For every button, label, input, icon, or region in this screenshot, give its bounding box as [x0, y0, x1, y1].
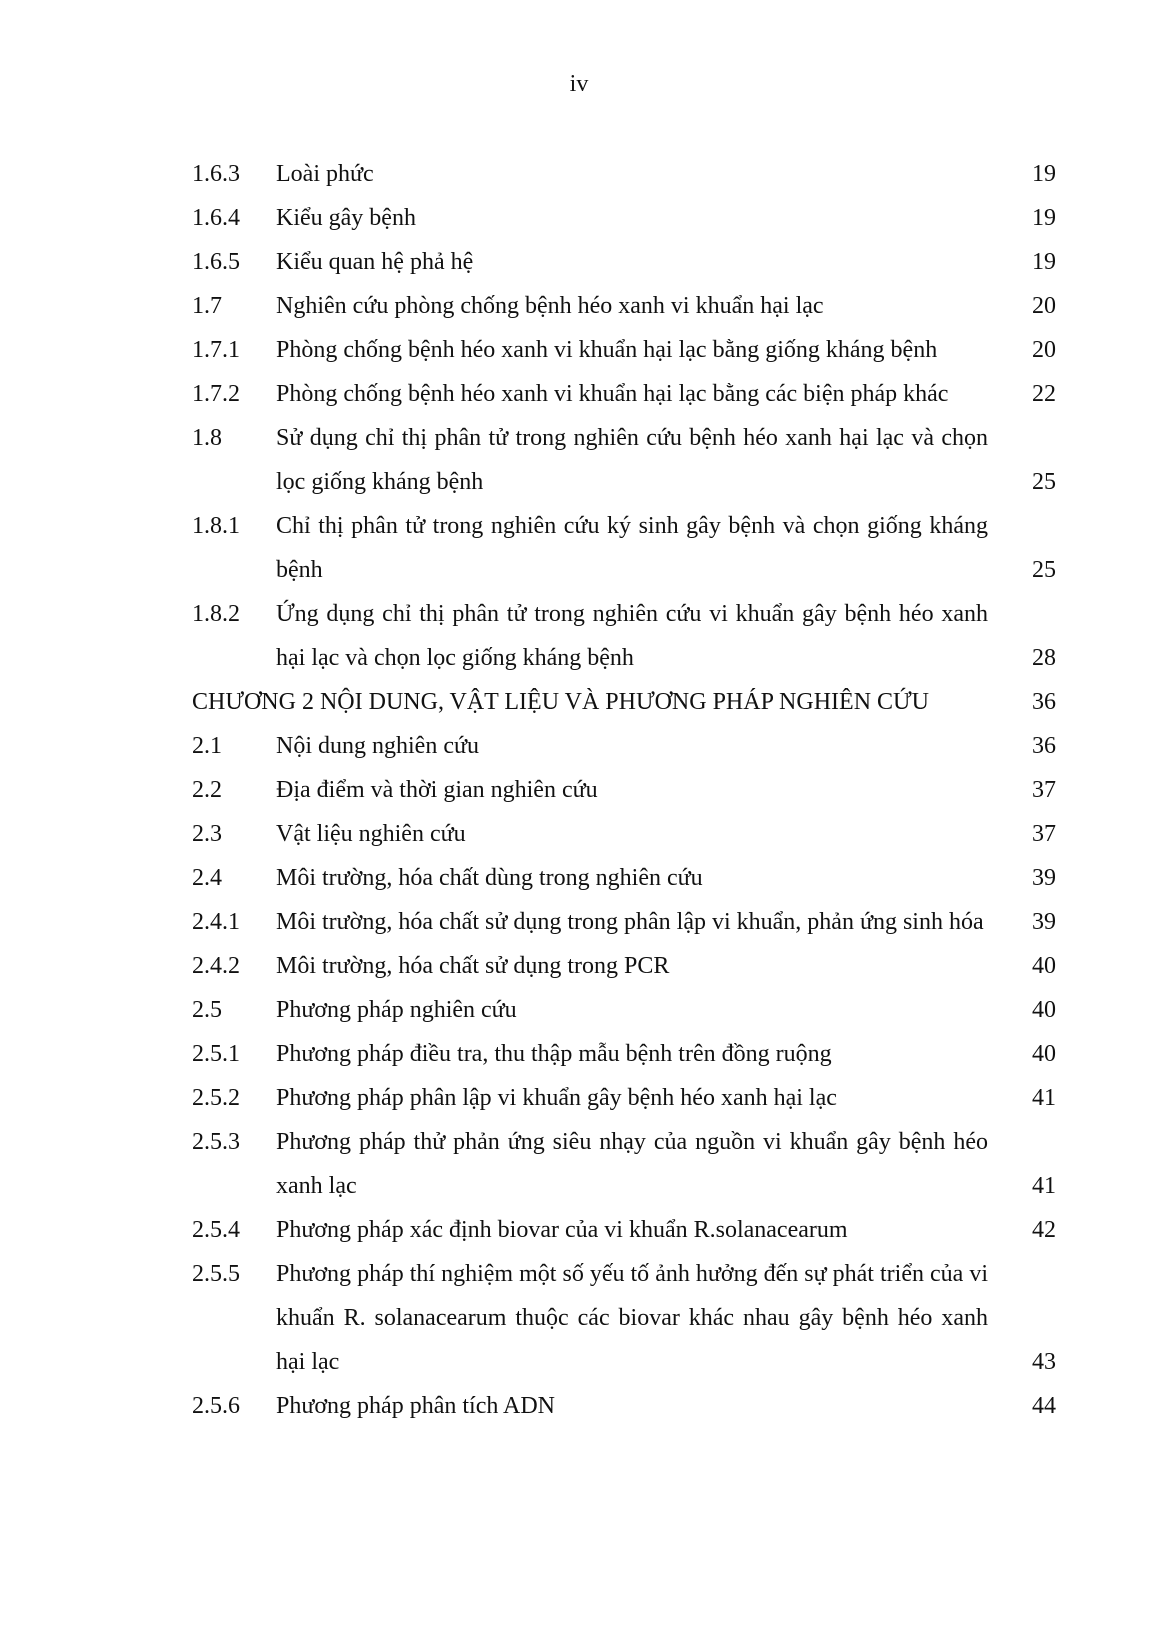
toc-entry-page: 41	[1032, 1085, 1056, 1111]
toc-entry-page: 19	[1032, 249, 1056, 275]
toc-entry-title: Phương pháp phân tích ADN	[276, 1393, 556, 1419]
toc-entry	[192, 768, 1056, 812]
toc-entry	[192, 812, 1056, 856]
toc-entry-page: 28	[1032, 645, 1056, 671]
toc-entry-number: 2.2	[192, 777, 222, 803]
toc-entry-number: 2.5.5	[192, 1261, 240, 1287]
toc-entry-page: 36	[1032, 733, 1056, 759]
toc-entry-page: 41	[1032, 1173, 1056, 1199]
toc-entry-title: CHƯƠNG 2 NỘI DUNG, VẬT LIỆU VÀ PHƯƠNG PHÁP NGHIÊN CỨU	[192, 689, 929, 715]
toc-entry-number: 1.7.2	[192, 381, 240, 407]
toc-entry-title: Môi trường, hóa chất dùng trong nghiên cứu	[276, 865, 703, 891]
toc-entry	[192, 1032, 1056, 1076]
table-of-contents	[192, 152, 1056, 1428]
toc-entry-page: 36	[1032, 689, 1056, 715]
toc-entry-page: 40	[1032, 1041, 1056, 1067]
toc-entry	[192, 1384, 1056, 1428]
toc-entry-number: 1.8.2	[192, 601, 240, 627]
toc-entry	[192, 1120, 1056, 1208]
toc-entry-title: Ứng dụng chỉ thị phân tử trong nghiên cứu vi khuẩn gây bệnh héo xanh hại lạc và chọn lọc giống kháng bệnh	[276, 601, 988, 671]
toc-entry-title: Phương pháp nghiên cứu	[276, 997, 517, 1023]
toc-entry	[192, 152, 1056, 196]
toc-entry-title: Chỉ thị phân tử trong nghiên cứu ký sinh gây bệnh và chọn giống kháng bệnh	[276, 513, 988, 583]
toc-entry-page: 20	[1032, 293, 1056, 319]
toc-entry-title: Phương pháp xác định biovar của vi khuẩn R.solanacearum	[276, 1217, 848, 1243]
toc-entry-number: 1.6.4	[192, 205, 240, 231]
toc-entry-number: 2.5.3	[192, 1129, 240, 1155]
toc-entry-title: Địa điểm và thời gian nghiên cứu	[276, 777, 598, 803]
toc-entry	[192, 416, 1056, 504]
toc-entry-title: Vật liệu nghiên cứu	[276, 821, 466, 847]
toc-entry-page: 19	[1032, 205, 1056, 231]
toc-entry-page: 22	[1032, 381, 1056, 407]
toc-entry	[192, 196, 1056, 240]
toc-entry	[192, 856, 1056, 900]
toc-entry-page: 37	[1032, 821, 1056, 847]
toc-entry-number: 2.4.1	[192, 909, 240, 935]
toc-entry-number: 2.5	[192, 997, 222, 1023]
toc-entry	[192, 504, 1056, 592]
toc-entry-number: 1.6.5	[192, 249, 240, 275]
toc-entry-title: Phương pháp thí nghiệm một số yếu tố ảnh hưởng đến sự phát triển của vi khuẩn R. solanacearum thuộc các biovar khác nhau gây bệnh héo xanh hại lạc	[276, 1261, 988, 1375]
toc-entry-number: 1.7	[192, 293, 222, 319]
toc-chapter-heading	[192, 680, 1056, 724]
toc-entry-page: 42	[1032, 1217, 1056, 1243]
toc-entry-title: Phương pháp thử phản ứng siêu nhạy của nguồn vi khuẩn gây bệnh héo xanh lạc	[276, 1129, 988, 1199]
toc-entry	[192, 944, 1056, 988]
toc-entry	[192, 724, 1056, 768]
toc-entry	[192, 372, 1056, 416]
toc-entry-page: 19	[1032, 161, 1056, 187]
toc-entry	[192, 1208, 1056, 1252]
toc-entry-number: 2.3	[192, 821, 222, 847]
toc-entry-number: 2.1	[192, 733, 222, 759]
toc-entry-number: 1.7.1	[192, 337, 240, 363]
toc-entry-title: Loài phức	[276, 161, 374, 187]
toc-entry-page: 25	[1032, 469, 1056, 495]
toc-entry-page: 43	[1032, 1349, 1056, 1375]
toc-entry-page: 44	[1032, 1393, 1056, 1419]
toc-entry-title: Nội dung nghiên cứu	[276, 733, 479, 759]
toc-entry-title: Phương pháp phân lập vi khuẩn gây bệnh héo xanh hại lạc	[276, 1085, 837, 1111]
toc-entry-title: Sử dụng chỉ thị phân tử trong nghiên cứu bệnh héo xanh hại lạc và chọn lọc giống kháng bệnh	[276, 425, 988, 495]
toc-entry-number: 1.6.3	[192, 161, 240, 187]
toc-entry-number: 2.4	[192, 865, 222, 891]
toc-entry	[192, 284, 1056, 328]
toc-entry-page: 40	[1032, 953, 1056, 979]
toc-entry-page: 20	[1032, 337, 1056, 363]
toc-entry-title: Nghiên cứu phòng chống bệnh héo xanh vi khuẩn hại lạc	[276, 293, 824, 319]
toc-entry-title: Kiểu quan hệ phả hệ	[276, 249, 474, 275]
toc-entry-title: Phòng chống bệnh héo xanh vi khuẩn hại lạc bằng các biện pháp khác	[276, 381, 949, 407]
page-number: iv	[569, 71, 589, 97]
toc-entry-page: 39	[1032, 865, 1056, 891]
toc-entry	[192, 900, 1056, 944]
toc-entry-number: 2.5.6	[192, 1393, 240, 1419]
toc-entry-number: 2.5.4	[192, 1217, 240, 1243]
toc-entry-title: Môi trường, hóa chất sử dụng trong phân lập vi khuẩn, phản ứng sinh hóa	[276, 909, 984, 935]
toc-entry-title: Môi trường, hóa chất sử dụng trong PCR	[276, 953, 670, 979]
toc-entry	[192, 1076, 1056, 1120]
toc-entry-title: Phương pháp điều tra, thu thập mẫu bệnh trên đồng ruộng	[276, 1041, 832, 1067]
toc-entry	[192, 592, 1056, 680]
toc-entry-number: 2.5.2	[192, 1085, 240, 1111]
toc-entry-page: 37	[1032, 777, 1056, 803]
toc-entry-page: 39	[1032, 909, 1056, 935]
toc-entry-number: 1.8.1	[192, 513, 240, 539]
toc-entry-page: 40	[1032, 997, 1056, 1023]
toc-entry	[192, 988, 1056, 1032]
toc-entry-number: 2.4.2	[192, 953, 240, 979]
toc-entry	[192, 1252, 1056, 1384]
toc-entry-page: 25	[1032, 557, 1056, 583]
toc-entry	[192, 240, 1056, 284]
toc-entry-number: 2.5.1	[192, 1041, 240, 1067]
toc-entry-title: Kiểu gây bệnh	[276, 205, 416, 231]
toc-entry-number: 1.8	[192, 425, 222, 451]
toc-entry	[192, 328, 1056, 372]
toc-entry-title: Phòng chống bệnh héo xanh vi khuẩn hại lạc bằng giống kháng bệnh	[276, 337, 938, 363]
